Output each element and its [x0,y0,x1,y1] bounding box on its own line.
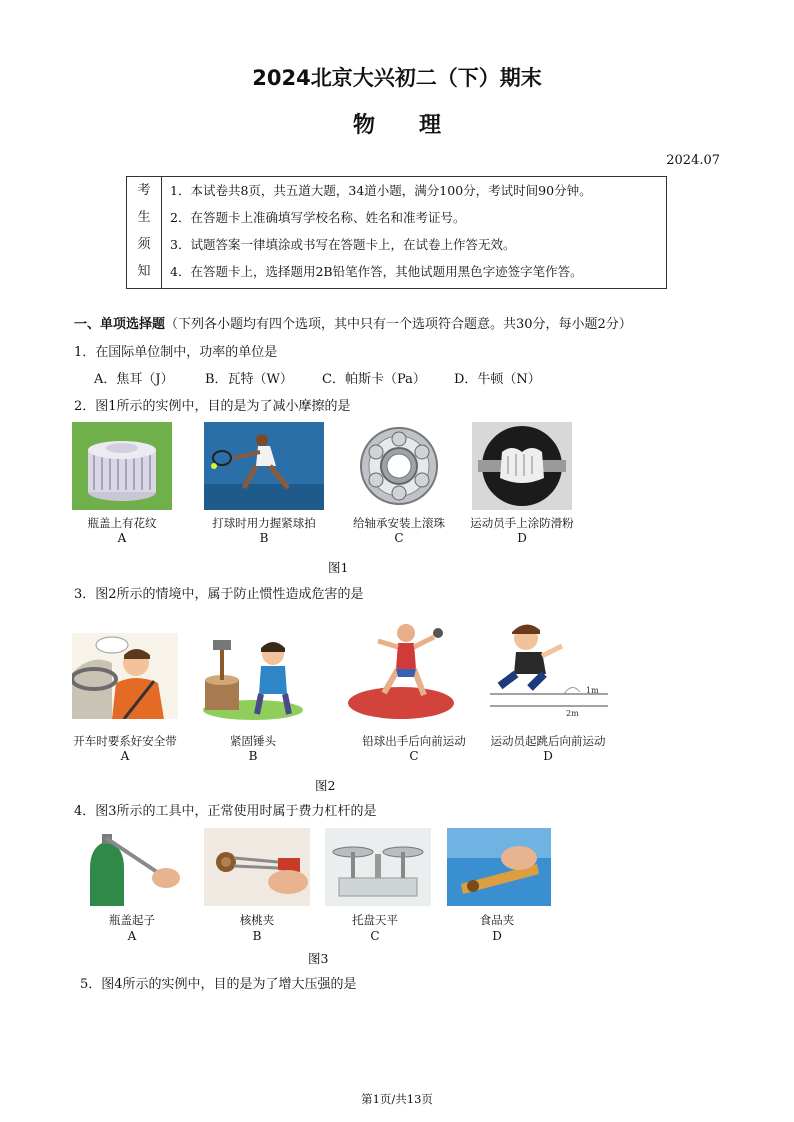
q4-stem: 4．图3所示的工具中，正常使用时属于费力杠杆的是 [74,804,377,819]
seatbelt-driver-icon [72,633,178,719]
notice-side-char: 知 [137,264,151,279]
shot-put-icon [348,611,454,719]
q4-letter-c: C [370,929,380,943]
q2-letter-b: B [259,531,269,545]
notice-items [162,177,667,289]
q2-stem: 2．图1所示的实例中，目的是为了减小摩擦的是 [74,399,351,414]
notice-item: 1．本试卷共8页，共五道大题，34道小题，满分100分，考试时间90分钟。 [170,183,592,198]
chalk-hands-icon [472,422,572,510]
q2-letter-a: A [117,531,127,545]
bottle-opener-icon [80,828,184,906]
q1-stem: 1．在国际单位制中，功率的单位是 [74,345,278,360]
q3-caption-a: 开车时要系好安全带 [73,734,177,748]
q1-option-b: B．瓦特（W） [205,372,293,387]
q4-letter-b: B [252,929,262,943]
q2-caption-d: 运动员手上涂防滑粉 [470,516,574,530]
hammer-man-image [201,628,305,720]
page-footer: 第1页/共13页 [361,1092,433,1106]
seatbelt-driver-image [72,633,178,719]
notice-item: 2．在答题卡上准确填写学校名称、姓名和准考证号。 [170,210,466,225]
q2-caption-c: 给轴承安装上滚珠 [353,516,445,530]
bearing-image [353,422,445,510]
notice-side-char: 须 [137,237,151,252]
tennis-player-image [204,422,324,510]
figure-3-caption: 图3 [308,951,329,966]
notice-side-label [127,177,162,289]
notice-side-char: 考 [137,183,151,198]
q3-letter-b: B [248,749,258,763]
q2-letter-c: C [394,531,404,545]
q3-letter-a: A [120,749,130,763]
q2-caption-b: 打球时用力握紧球拍 [212,516,316,530]
q3-letter-d: D [543,749,553,763]
exam-date: 2024.07 [666,153,720,168]
notice-item: 3．试题答案一律填涂或书写在答题卡上，在试卷上作答无效。 [170,237,516,252]
q4-letter-d: D [492,929,502,943]
q1-option-d: D．牛顿（N） [454,372,541,387]
long-jump-mark-2m: 2m [566,709,579,718]
notice-side-char: 生 [137,210,151,225]
q4-caption-d: 食品夹 [479,913,515,927]
q2-caption-a: 瓶盖上有花纹 [87,516,157,530]
q3-caption-c: 铅球出手后向前运动 [362,734,466,748]
q3-caption-d: 运动员起跳后向前运动 [490,734,606,748]
food-tongs-icon [447,828,551,906]
long-jump-mark-1m: 1m [586,686,599,695]
q1-option-a: A．焦耳（J） [94,372,174,387]
figure-1-caption: 图1 [328,560,349,575]
q3-caption-b: 紧固锤头 [230,734,276,748]
q4-letter-a: A [127,929,137,943]
food-tongs-image [447,828,551,906]
balance-scale-image [325,828,431,906]
nutcracker-icon [204,828,310,906]
balance-scale-icon [325,828,431,906]
section1-title: 一、单项选择题 [74,317,166,332]
q3-stem: 3．图2所示的情境中，属于防止惯性造成危害的是 [74,587,364,602]
hammer-man-icon [201,628,305,720]
q4-caption-c: 托盘天平 [352,913,398,927]
shot-put-image [348,611,454,719]
q2-letter-d: D [517,531,527,545]
tennis-player-icon [204,422,324,510]
section1-note: （下列各小题均有四个选项，其中只有一个选项符合题意。共30分，每小题2分） [165,317,632,332]
bearing-icon [353,422,445,510]
long-jump-icon [486,616,612,720]
q1-option-c: C．帕斯卡（Pa） [322,372,426,387]
bottle-opener-image [80,828,184,906]
section1-heading [74,313,632,332]
notice-box [126,176,667,289]
exam-title: 2024北京大兴初二（下）期末 [252,66,542,90]
bottle-cap-icon [72,422,172,510]
nutcracker-image [204,828,310,906]
chalk-hands-image [472,422,572,510]
q4-caption-b: 核桃夹 [239,913,275,927]
q3-letter-c: C [409,749,419,763]
q5-stem: 5．图4所示的实例中，目的是为了增大压强的是 [80,977,357,992]
q4-caption-a: 瓶盖起子 [109,913,155,927]
subject-title: 物理 [352,113,485,138]
notice-item: 4．在答题卡上，选择题用2B铅笔作答，其他试题用黑色字迹签字笔作答。 [170,264,583,279]
bottle-cap-image [72,422,172,510]
long-jump-image [486,616,612,720]
figure-2-caption: 图2 [315,778,336,793]
